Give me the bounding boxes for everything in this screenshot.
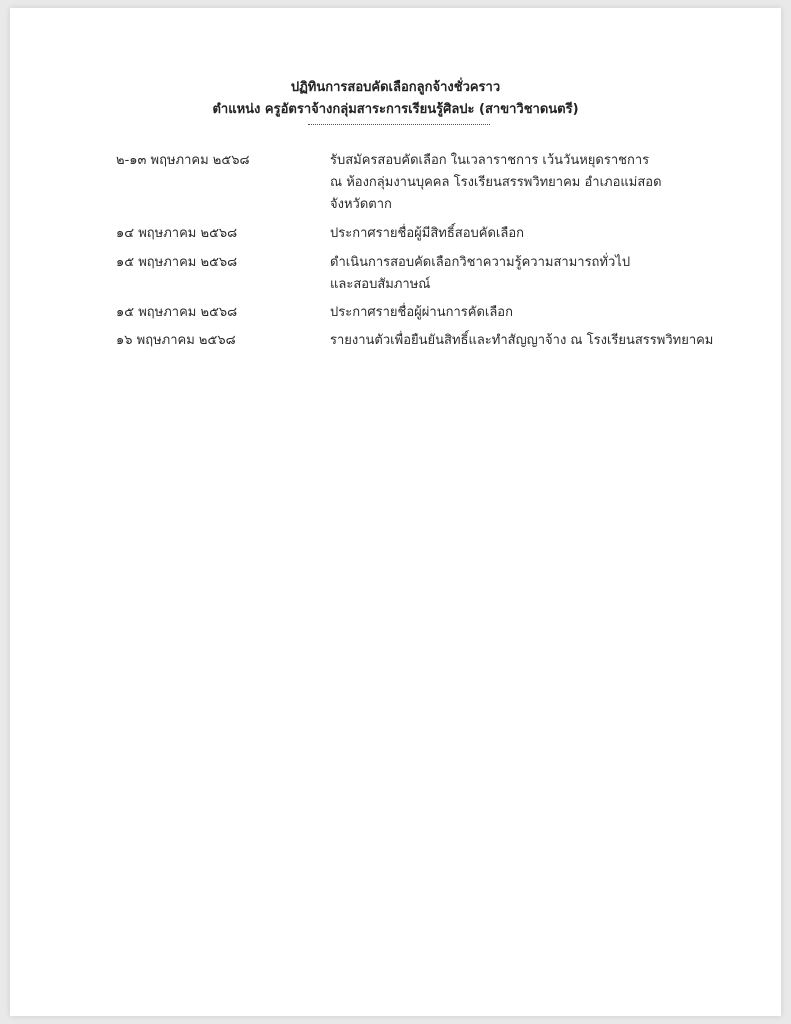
- schedule-description-line: ประกาศรายชื่อผู้ผ่านการคัดเลือก: [330, 305, 513, 320]
- schedule-description-line: ประกาศรายชื่อผู้มีสิทธิ์สอบคัดเลือก: [330, 226, 525, 241]
- schedule-date: ๑๕ พฤษภาคม ๒๕๖๘: [116, 305, 238, 320]
- schedule-date: ๑๖ พฤษภาคม ๒๕๖๘: [116, 333, 236, 348]
- schedule-description: [330, 302, 770, 324]
- schedule-description-line: จังหวัดตาก: [330, 197, 392, 212]
- schedule-description: [330, 252, 770, 296]
- schedule-date: ๒-๑๓ พฤษภาคม ๒๕๖๘: [116, 153, 250, 168]
- document-subtitle: ตำแหน่ง ครูอัตราจ้างกลุ่มสาระการเรียนรู้ศิลปะ (สาขาวิชาดนตรี): [212, 102, 579, 117]
- schedule-description-line: รายงานตัวเพื่อยืนยันสิทธิ์และทำสัญญาจ้าง ณ โรงเรียนสรรพวิทยาคม: [330, 333, 714, 348]
- schedule-description-line: รับสมัครสอบคัดเลือก ในเวลาราชการ เว้นวันหยุดราชการ: [330, 153, 650, 168]
- schedule-date: ๑๔ พฤษภาคม ๒๕๖๘: [116, 226, 238, 241]
- document-title: ปฏิทินการสอบคัดเลือกลูกจ้างชั่วคราว: [290, 80, 501, 95]
- schedule-date: ๑๕ พฤษภาคม ๒๕๖๘: [116, 255, 238, 270]
- schedule-description-line: และสอบสัมภาษณ์: [330, 277, 431, 292]
- schedule-description: [330, 150, 770, 216]
- schedule-description: [330, 223, 770, 245]
- dotted-divider: [308, 124, 490, 125]
- schedule-description-line: ดำเนินการสอบคัดเลือกวิชาความรู้ความสามารถทั่วไป: [330, 255, 631, 270]
- schedule-description: [330, 330, 770, 352]
- schedule-description-line: ณ ห้องกลุ่มงานบุคคล โรงเรียนสรรพวิทยาคม อำเภอแม่สอด: [330, 175, 662, 190]
